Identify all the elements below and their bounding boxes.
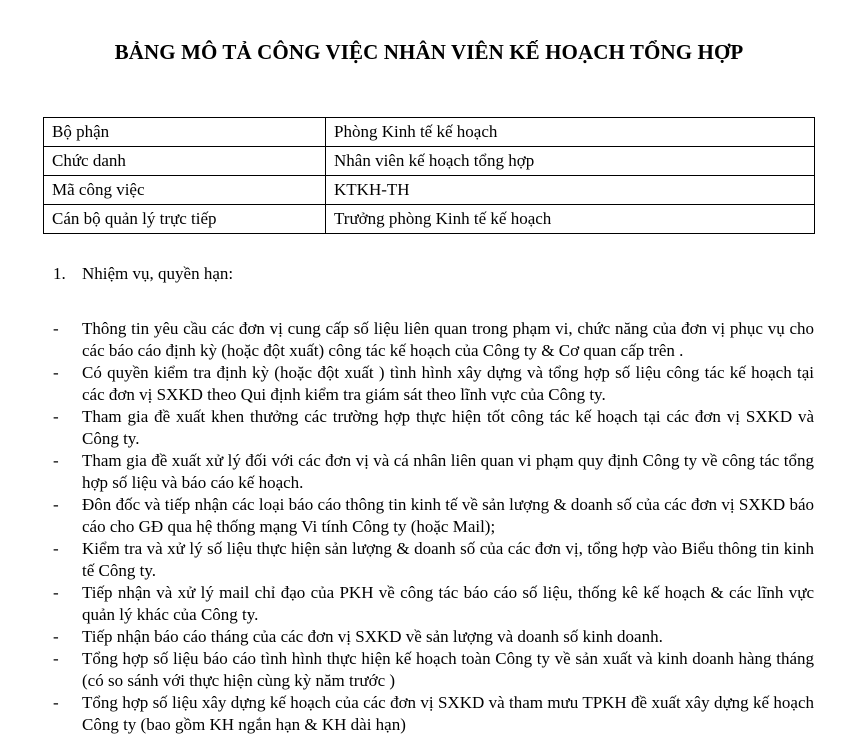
bullet-dash: - <box>53 363 59 382</box>
info-label: Cán bộ quản lý trực tiếp <box>44 205 326 234</box>
table-row <box>44 176 815 205</box>
bullet-dash: - <box>53 649 59 668</box>
list-item <box>53 582 814 626</box>
table-row <box>44 147 815 176</box>
list-item <box>53 692 814 736</box>
section-number: 1. <box>53 264 66 283</box>
table-row <box>44 205 815 234</box>
duty-text: Đôn đốc và tiếp nhận các loại báo cáo thông tin kinh tế về sản lượng & doanh số của các đơn vị SXKD báo cáo cho GĐ qua hệ thống mạng Vi tính Công ty (hoặc Mail); <box>82 495 814 536</box>
info-value: Trưởng phòng Kinh tế kế hoạch <box>326 205 815 234</box>
duties-list <box>53 318 814 736</box>
list-item <box>53 318 814 362</box>
duty-text: Tiếp nhận và xử lý mail chỉ đạo của PKH về công tác báo cáo số liệu, thống kê kế hoạch & các lĩnh vực quản lý khác của Công ty. <box>82 583 814 624</box>
bullet-dash: - <box>53 319 59 338</box>
bullet-dash: - <box>53 627 59 646</box>
bullet-dash: - <box>53 407 59 426</box>
section-heading <box>53 264 233 284</box>
bullet-dash: - <box>53 693 59 712</box>
duty-text: Tổng hợp số liệu xây dựng kế hoạch của các đơn vị SXKD và tham mưu TPKH đề xuất xây dựng kế hoạch Công ty (bao gồm KH ngắn hạn & KH dài hạn) <box>82 693 814 734</box>
duty-text: Tiếp nhận báo cáo tháng của các đơn vị SXKD về sản lượng và doanh số kinh doanh. <box>82 627 663 646</box>
table-row <box>44 118 815 147</box>
document-title: BẢNG MÔ TẢ CÔNG VIỆC NHÂN VIÊN KẾ HOẠCH TỔNG HỢP <box>114 40 744 64</box>
duty-text: Thông tin yêu cầu các đơn vị cung cấp số liệu liên quan trong phạm vi, chức năng của đơn vị phục vụ cho các báo cáo định kỳ (hoặc đột xuất) công tác kế hoạch của Công ty & Cơ quan cấp trên . <box>82 319 814 360</box>
list-item <box>53 494 814 538</box>
bullet-dash: - <box>53 495 59 514</box>
info-label: Bộ phận <box>44 118 326 147</box>
info-value: KTKH-TH <box>326 176 815 205</box>
list-item <box>53 648 814 692</box>
duty-text: Tham gia đề xuất khen thưởng các trường hợp thực hiện tốt công tác kế hoạch tại các đơn vị SXKD và Công ty. <box>82 407 814 448</box>
bullet-dash: - <box>53 583 59 602</box>
list-item <box>53 450 814 494</box>
duty-text: Có quyền kiểm tra định kỳ (hoặc đột xuất ) tình hình xây dựng và tổng hợp số liệu công tác kế hoạch tại các đơn vị SXKD theo Qui định kiểm tra giám sát theo lĩnh vực của Công ty. <box>82 363 814 404</box>
list-item <box>53 626 814 648</box>
list-item <box>53 362 814 406</box>
duty-text: Kiểm tra và xử lý số liệu thực hiện sản lượng & doanh số của các đơn vị, tổng hợp vào Biểu thông tin kinh tế Công ty. <box>82 539 814 580</box>
bullet-dash: - <box>53 539 59 558</box>
list-item <box>53 406 814 450</box>
duty-text: Tổng hợp số liệu báo cáo tình hình thực hiện kế hoạch toàn Công ty về sản xuất và kinh doanh hàng tháng (có so sánh với thực hiện cùng kỳ năm trước ) <box>82 649 814 690</box>
info-label: Chức danh <box>44 147 326 176</box>
bullet-dash: - <box>53 451 59 470</box>
info-label: Mã công việc <box>44 176 326 205</box>
info-value: Phòng Kinh tế kế hoạch <box>326 118 815 147</box>
job-info-table <box>43 117 815 234</box>
list-item <box>53 538 814 582</box>
info-value: Nhân viên kế hoạch tổng hợp <box>326 147 815 176</box>
section-title: Nhiệm vụ, quyền hạn: <box>82 264 234 283</box>
duty-text: Tham gia đề xuất xử lý đối với các đơn vị và cá nhân liên quan vi phạm quy định Công ty về công tác tổng hợp số liệu và báo cáo kế hoạch. <box>82 451 814 492</box>
